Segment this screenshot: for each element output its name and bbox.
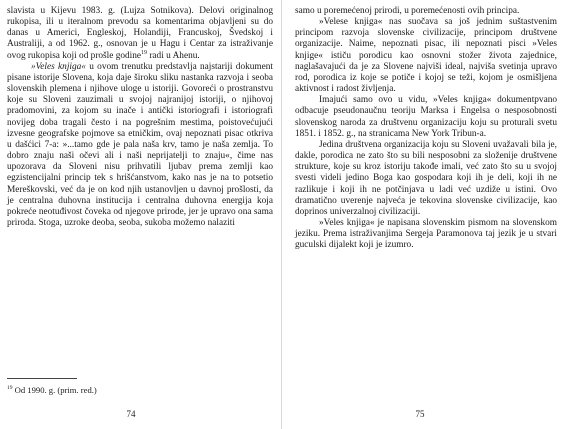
text-run: Imajući samo ovo u vidu, »Veles knjiga« dokumentpvano odbacuje pseudonaučnu teoriju Marksa i Engelsa o nesposobnosti slovenskog naroda za društvenu organizaciju koju su proturali svetu 1851. i 1852. g., na stranicama New York Tribun-a. xyxy=(295,95,557,139)
text-run: slavista u Kijevu 1983. g. (Lujza Sotnikova). Delovi originalnog rukopisa, ili u iteralnom prevodu sa komentarima objavljeni su do danas u Americi, Engleskoj, Holandiji, Francuskoj, Švedskoj i Australiji, a od 1962. g., osnovan je u Hagu i Centar za istraživanje ovog rukopisa koji od prošle godine xyxy=(7,6,273,61)
left-page-body xyxy=(7,6,273,229)
paragraph xyxy=(7,62,273,229)
page-number-left: 74 xyxy=(126,409,136,419)
text-run: radi u Ahenu. xyxy=(147,50,200,61)
paragraph xyxy=(295,6,557,17)
footnote xyxy=(7,385,273,395)
text-run: Jedina društvena organizacija koju su Sloveni uvažavali bila je, dakle, porodica ne zato što su bili nesposobni za složenije društvene strukture, koje su kroz istoriju takođe imali, već zato što su u svojoj svesti videli jedino Boga kao gospodara koji ih je deli, koji ih ne razlikuje i koji ih ne potčinjava u ladi već uzdiže u istini. Ovo dramatično uverenje najveća je tekovina slovenske civilizacije, kao doprinos univerzalnoj civilizaciji. xyxy=(295,139,557,217)
text-run: »Velese knjiga« nas suočava sa još jednim suštastvenim principom razvoja slovenske civilizacije, principom društvene organizacije. Naime, nepoznati pisac, ili nepoznati pisci »Veles knjige« ističu porodicu kao osnovni stožer života zajednice, naglašavajući da je za Slovene najviši ideal, najviša svetinja upravo rod, porodica iz koje se potiče i kojoj se teži, kojom je osmišljena aktivnost i radost življenja. xyxy=(295,17,557,95)
text-run: u ovom trenutku predstavlja najstariji dokument pisane istorije Slovena, koja daje široku sliku nastanka razvoja i seoba slovenskih plemena i njihove uloge u istoriji. Govoreći o prostranstvu koje su Sloveni zauzimali u svojoj najranijoj istoriji, o njihovoj pradomovini, za kojom su inače i antički istoriografi i istoriografi novijeg doba tragali često i na pogrešnim mestima, poistovećujući izvesne geografske pojmove sa etničkim, ovaj nepoznati pisac otkriva u dašćici 7-a: »...tamo gde je pala naša krv, tamo je naša zemlja. To dobro znaju naši očevi ali i naši neprijatelji to znaju«, čime nas upozorava da Sloveni nisu prihvatili ljubav prema zemlji kao egzistencijalni princip tek s hrišćanstvom, kako nas je na to potsetio Mereškovski, već da je on kod njih ustanovljen u davnoj prošlosti, da je centralna duhovna institucija i centralna duhovna energija koja pokreće neotuđivost čoveka od njegove prirode, jer je upravo ona sama priroda. Stoga, uzroke deoba, seoba, sukoba možemo nalaziti xyxy=(7,61,273,228)
paragraph xyxy=(295,218,557,251)
footnote-marker: 19 xyxy=(7,385,13,392)
paragraph xyxy=(295,95,557,140)
text-run: samo u poremećenoj prirodi, u poremećenosti ovih principa. xyxy=(295,6,520,16)
text-run: »Veles knjiga« je napisana slovenskim pismom na slovenskom jeziku. Prema istraživanjima Sergeja Paramonova taj jezik je u stvari guculski dijalekt koji je izumro. xyxy=(295,217,557,251)
right-page xyxy=(282,0,563,429)
footnote-rule xyxy=(7,378,77,379)
right-page-body xyxy=(295,6,557,251)
paragraph xyxy=(295,17,557,95)
footnote-text: Od 1990. g. (prim. red.) xyxy=(12,385,97,395)
footnote-ref: 19 xyxy=(141,49,148,56)
italic-text: »Veles knjiga« xyxy=(31,61,86,72)
paragraph xyxy=(295,140,557,218)
page-number-right: 75 xyxy=(415,409,425,419)
paragraph xyxy=(7,6,273,62)
